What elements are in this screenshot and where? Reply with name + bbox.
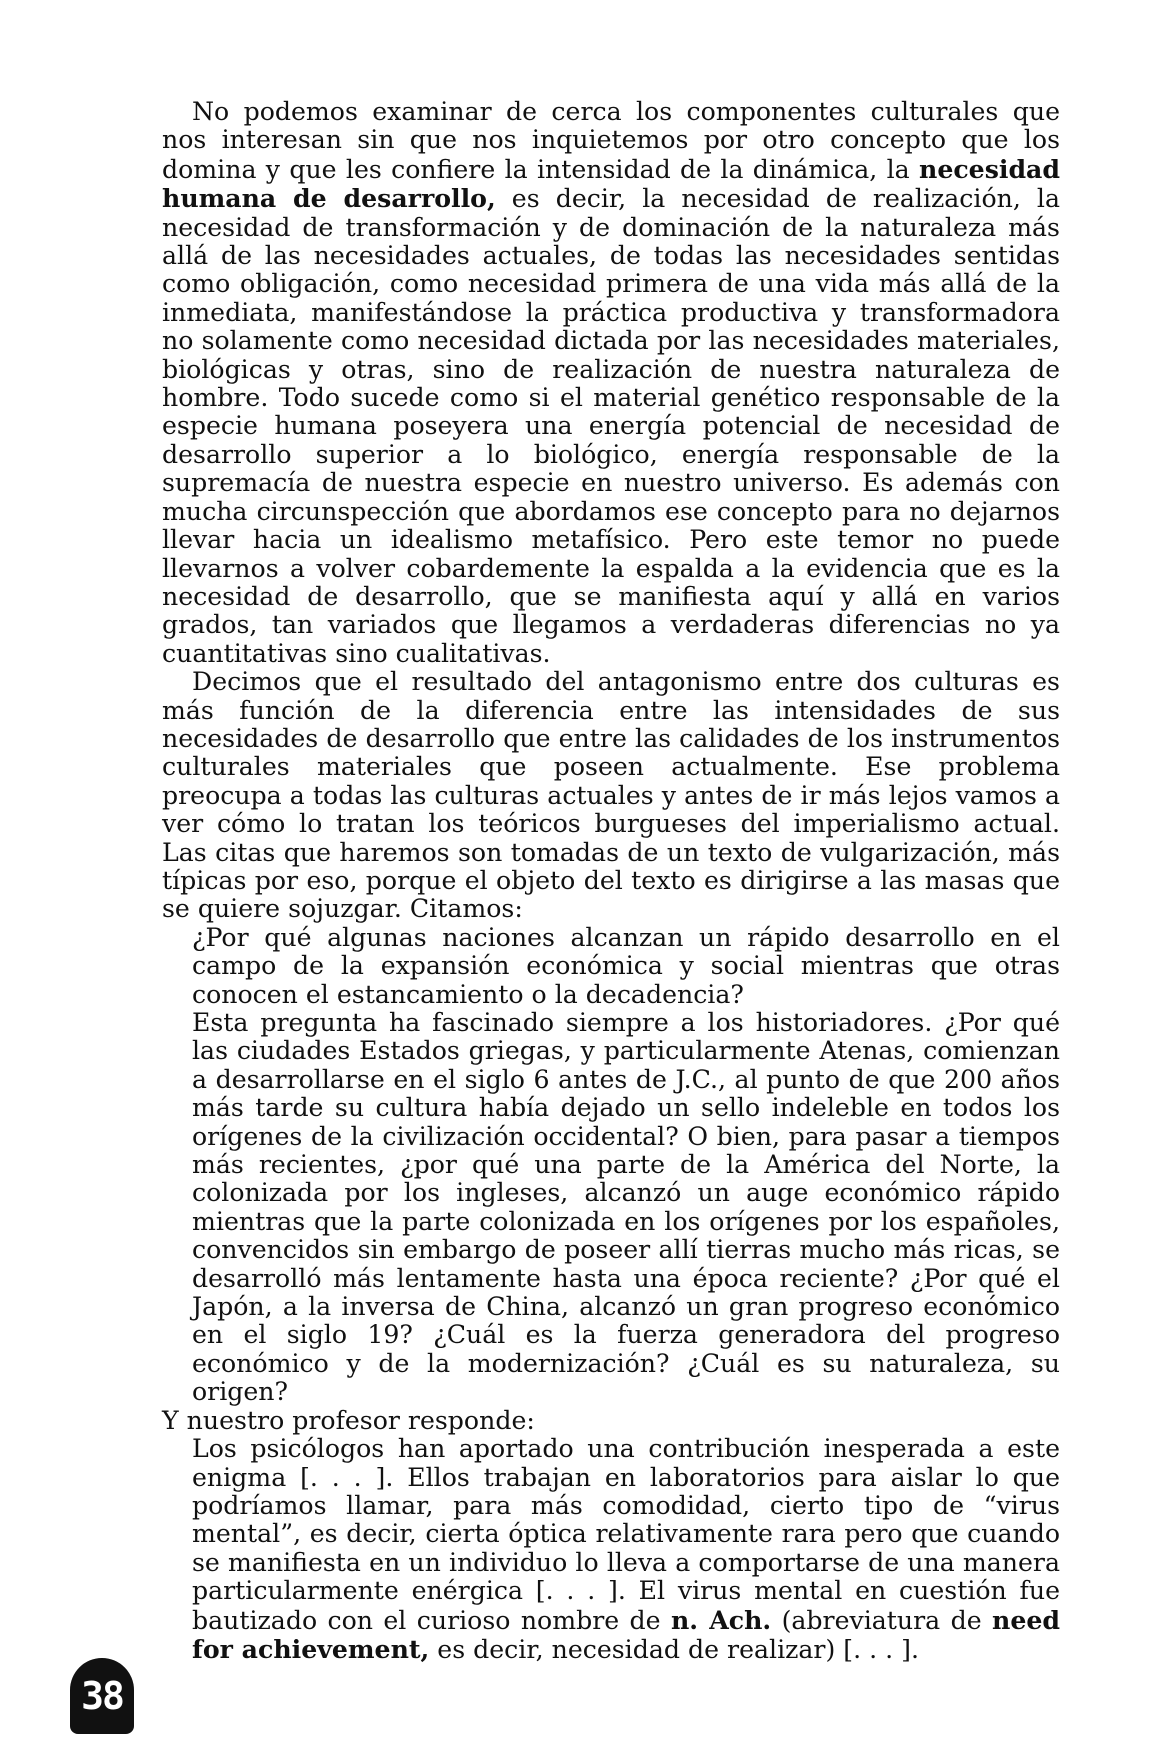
paragraph-1	[162, 98, 1060, 668]
quote-3-text-c: es decir, necesidad de realizar) [. . . ].	[429, 1634, 919, 1664]
paragraph-2: Decimos que el resultado del antagonismo entre dos culturas es más función de la diferencia entre las intensidades de sus necesidades de desarrollo que entre las calidades de los instrumentos culturales materiales que poseen actualmente. Ese problema preocupa a todas las culturas actuales y antes de ir más lejos vamos a ver cómo lo tratan los teóricos burgueses del imperialismo actual. Las citas que haremos son tomadas de un texto de vulgarización, más típicas por eso, porque el objeto del texto es dirigirse a las masas que se quiere sojuzgar. Citamos:	[162, 667, 1060, 924]
quote-1: ¿Por qué algunas naciones alcanzan un rápido desarrollo en el campo de la expansión económica y social mientras que otras conocen el estancamiento o la decadencia?	[192, 922, 1060, 1009]
paragraph-3: Y nuestro profesor responde:	[162, 1405, 535, 1435]
quote-3-bold-abbrev: n. Ach.	[670, 1604, 772, 1635]
page-number-badge: 38	[70, 1658, 134, 1734]
document-body	[162, 98, 1060, 1664]
quote-3	[192, 1435, 1060, 1664]
paragraph-1-text-b: es decir, la necesidad de realización, la necesidad de transformación y de dominación de la naturaleza más allá de las necesidades actuales, de todas las necesidades sentidas como obligación, como necesidad primera de una vida más allá de la inmediata, manifestándose la práctica productiva y transformadora no solamente como necesidad dictada por las necesidades materiales, biológicas y otras, sino de realización de nuestra naturaleza de hombre. Todo sucede como si el material genético responsable de la especie humana poseyera una energía potencial de necesidad de desarrollo superior a lo biológico, energía responsable de la supremacía de nuestra especie en nuestro universo. Es además con mucha circunspección que abordamos ese concepto para no dejarnos llevar hacia un idealismo metafísico. Pero este temor no puede llevarnos a volver cobardemente la espalda a la evidencia que es la necesidad de desarrollo, que se manifiesta aquí y allá en varios grados, tan variados que llegamos a verdaderas diferencias no ya cuantitativas sino cualitativas.	[162, 184, 1060, 668]
quote-2: Esta pregunta ha fascinado siempre a los historiadores. ¿Por qué las ciudades Estados griegas, y particularmente Atenas, comienzan a desarrollarse en el siglo 6 antes de J.C., al punto de que 200 años más tarde su cultura había dejado un sello indeleble en todos los orígenes de la civilización occidental? O bien, para pasar a tiempos más recientes, ¿por qué una parte de la América del Norte, la colonizada por los ingleses, alcanzó un auge económico rápido mientras que la parte colonizada en los orígenes por los españoles, convencidos sin embargo de poseer allí tierras mucho más ricas, se desarrolló más lentamente hasta una época reciente? ¿Por qué el Japón, a la inversa de China, alcanzó un gran progreso económico en el siglo 19? ¿Cuál es la fuerza generadora del progreso económico y de la modernización? ¿Cuál es su naturaleza, su origen?	[192, 1008, 1060, 1407]
quote-3-bold-english: need for achievement,	[192, 1604, 1060, 1664]
quote-3-text-a: Los psicólogos han aportado una contribución inesperada a este enigma [. . . ]. Ellos trabajan en laboratorios para aislar lo que podríamos llamar, para más comodidad, cierto tipo de “virus mental”, es decir, cierta óptica relativamente rara pero que cuando se manifiesta en un individuo lo lleva a comportarse de una manera particularmente enérgica [. . . ]. El virus mental en cuestión fue bautizado con el curioso nombre de	[192, 1434, 1060, 1635]
quote-3-text-b: (abreviatura de	[771, 1605, 993, 1635]
paragraph-1-text-a: No podemos examinar de cerca los componentes culturales que nos interesan sin que nos inquietemos por otro concepto que los domina y que les confiere la intensidad de la dinámica, la	[162, 97, 1060, 184]
paragraph-1-bold-term: necesidad humana de desarrollo,	[162, 153, 1060, 214]
